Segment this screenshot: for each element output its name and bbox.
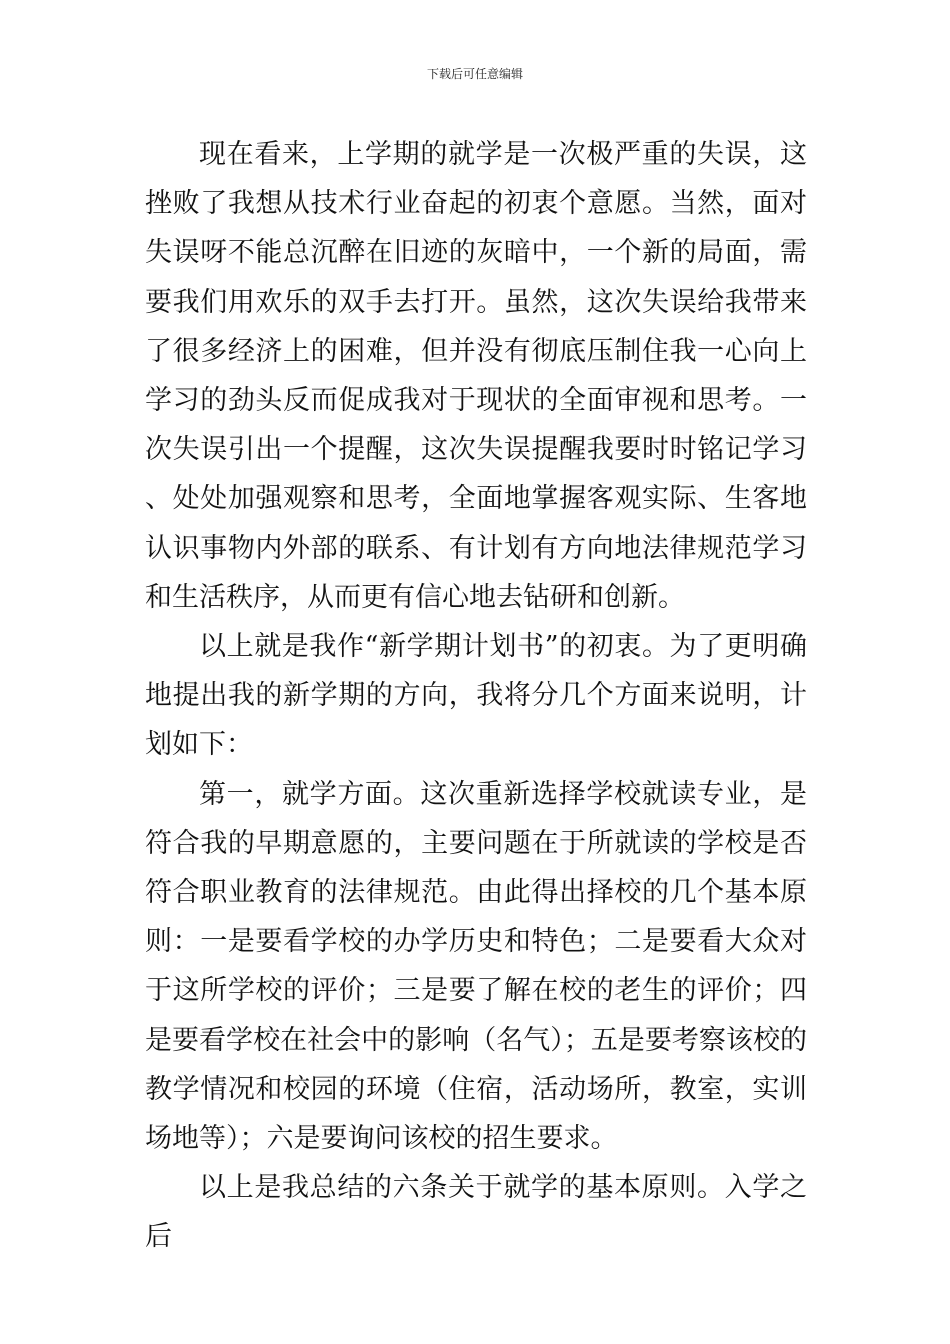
page-header: 下载后可任意编辑 bbox=[426, 67, 523, 81]
paragraph-continuation: 以上是我总结的六条关于就学的基本原则。入学之后 bbox=[145, 1172, 807, 1253]
document-body bbox=[145, 130, 807, 1262]
paragraph-intent: 以上就是我作“新学期计划书”的初衷。为了更明确地提出我的新学期的方向，我将分几个方面来说明，计划如下： bbox=[145, 631, 807, 761]
paragraph-reflection: 现在看来，上学期的就学是一次极严重的失误，这挫败了我想从技术行业奋起的初衷个意愿。当然，面对失误呀不能总沉醉在旧迹的灰暗中，一个新的局面，需要我们用欢乐的双手去打开。虽然，这次失误给我带来了很多经济上的困难，但并没有彻底压制住我一心向上学习的劲头反而促成我对于现状的全面审视和思考。一次失误引出一个提醒，这次失误提醒我要时时铭记学习、处处加强观察和思考，全面地掌握客观实际、生客地认识事物内外部的联系、有计划有方向地法律规范学习和生活秩序，从而更有信心地去钻研和创新。 bbox=[145, 139, 807, 613]
paragraph-study-plan: 第一，就学方面。这次重新选择学校就读专业，是符合我的早期意愿的，主要问题在于所就读的学校是否符合职业教育的法律规范。由此得出择校的几个基本原则：一是要看学校的办学历史和特色；二是要看大众对于这所学校的评价；三是要了解在校的老生的评价；四是要看学校在社会中的影响（名气）；五是要考察该校的教学情况和校园的环境（住宿，活动场所，教室，实训场地等）；六是要询问该校的招生要求。 bbox=[145, 778, 807, 1155]
